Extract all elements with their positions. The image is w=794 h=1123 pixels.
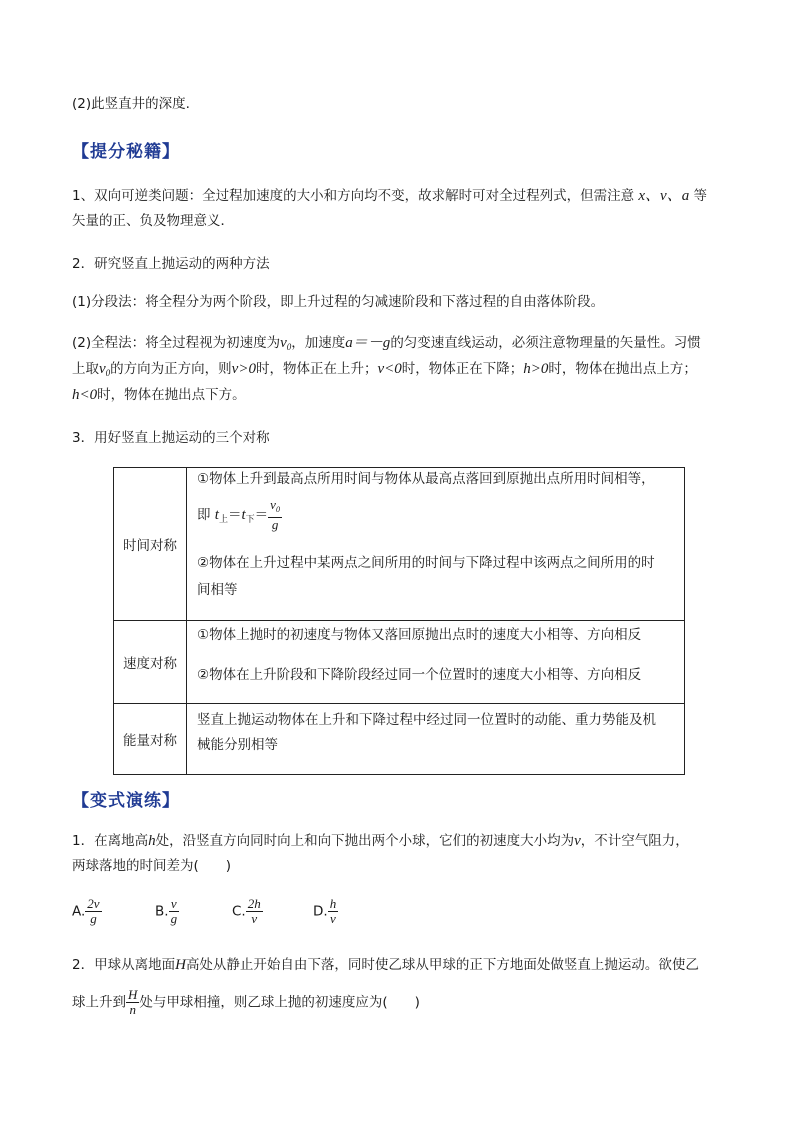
speed-line-2: ②物体在上升阶段和下降阶段经过同一个位置时的速度大小相等、方向相反 [197,667,642,683]
energy-symmetry-content [187,704,685,775]
p5-text-a: 上取 [72,361,99,377]
p5-v-lt: v<0 [377,361,402,377]
p4-text-b: ，加速度 [291,335,346,351]
p5-v0: $v_0$ [99,361,111,378]
speed-symmetry-label: 速度对称 [114,621,187,704]
table-row-time [114,468,685,621]
tips-heading: 【提分秘籍】 [72,142,180,162]
symmetry-table [113,467,685,775]
tips-paragraph-5 [72,359,697,383]
option-d[interactable]: D. $\frac{h}{v}$ [313,896,337,926]
tips-p1-vars: x、v、a [638,188,690,204]
p5-text-c: 时，物体正在上升； [255,361,378,377]
p5-v-gt: v>0 [231,361,256,377]
p4-text-c: 的匀变速直线运动，必须注意物理量的矢量性。习惯 [390,335,701,351]
p5-text-b: 的方向为正方向，则 [110,361,232,377]
q2-text-c: 球上升到 [72,994,126,1011]
option-a[interactable]: A. $\frac{2v}{g}$ [72,896,100,926]
p5-text-e: 时，物体在抛出点上方； [548,361,697,377]
energy-line-1: 竖直上抛运动物体在上升和下降过程中经过同一位置时的动能、重力势能及机 [197,712,656,728]
time-symmetry-content [187,468,685,621]
p4-v0: $v_0$ [280,335,292,352]
speed-symmetry-content [187,621,685,704]
p6-text: 时，物体在抛出点下方。 [97,387,246,403]
q1-v: v [574,833,581,849]
tips-p1-end: 等 [693,188,708,204]
energy-symmetry-label: 能量对称 [114,704,187,775]
practice-heading: 【变式演练】 [72,791,180,811]
question-1 [72,831,689,851]
time-line-4: 间相等 [197,582,238,598]
energy-line-2: 械能分别相等 [197,737,278,753]
q2-text-d: 处与甲球相撞，则乙球上抛的初速度应为( ) [139,994,420,1011]
p5-h-gt: h>0 [523,361,549,377]
q2-H: H [175,957,186,973]
p4-text-a: (2)全程法：将全过程视为初速度为 [72,335,281,351]
q1-text-c: ，不计空气阻力， [580,833,689,849]
question-1-cont: 两球落地的时间差为( ) [72,858,232,874]
table-row-speed [114,621,685,704]
q2-text-b: 高处从静止开始自由下落，同时使乙球从甲球的正下方地面处做竖直上抛运动。欲使乙 [185,957,699,973]
q1-text-b: 处，沿竖直方向同时向上和向下抛出两个小球，它们的初速度大小均为 [155,833,575,849]
p6-h-lt: h<0 [72,387,98,403]
p5-text-d: 时，物体正在下降； [401,361,524,377]
time-line-3: ②物体在上升过程中某两点之间所用的时间与下降过程中该两点之间所用的时 [197,555,655,571]
time-formula: 即 $t_上=t_下=$ $\frac{v_0}{g}$ [197,497,280,532]
tips-paragraph-2: 2．研究竖直上抛运动的两种方法 [72,256,270,272]
time-symmetry-label: 时间对称 [114,468,187,621]
tips-paragraph-4 [72,333,701,357]
q1-h: h [148,833,156,849]
time-line-1: ①物体上升到最高点所用时间与物体从最高点落回到原抛出点所用时间相等， [197,471,655,487]
speed-line-1: ①物体上抛时的初速度与物体又落回原抛出点时的速度大小相等、方向相反 [197,627,642,643]
tips-paragraph-7: 3．用好竖直上抛运动的三个对称 [72,430,270,446]
option-b[interactable]: B. $\frac{v}{g}$ [155,896,178,926]
tips-p1-text: 1、双向可逆类问题：全过程加速度的大小和方向均不变，故求解时可对全过程列式，但需注意 [72,188,635,204]
tips-paragraph-1-cont: 矢量的正、负及物理意义． [72,213,234,229]
table-row-energy [114,704,685,775]
question-2 [72,955,699,975]
p4-accel: a＝－g [345,335,391,351]
tips-paragraph-3: (1)分段法：将全程分为两个阶段，即上升过程的匀减速阶段和下落过程的自由落体阶段。 [72,294,605,310]
q2-text-a: 2．甲球从离地面 [72,957,176,973]
sub-question-2: (2)此竖直井的深度. [72,96,190,112]
tips-paragraph-6 [72,385,246,405]
time-fraction: $\frac{v_0}{g}$ [270,497,280,532]
tips-paragraph-1 [72,186,707,206]
question-2-cont [72,988,420,1017]
q1-text-a: 1．在离地高 [72,833,149,849]
q2-fraction: $\frac{H}{n}$ [128,987,138,1017]
option-c[interactable]: C. $\frac{2h}{v}$ [232,896,261,926]
